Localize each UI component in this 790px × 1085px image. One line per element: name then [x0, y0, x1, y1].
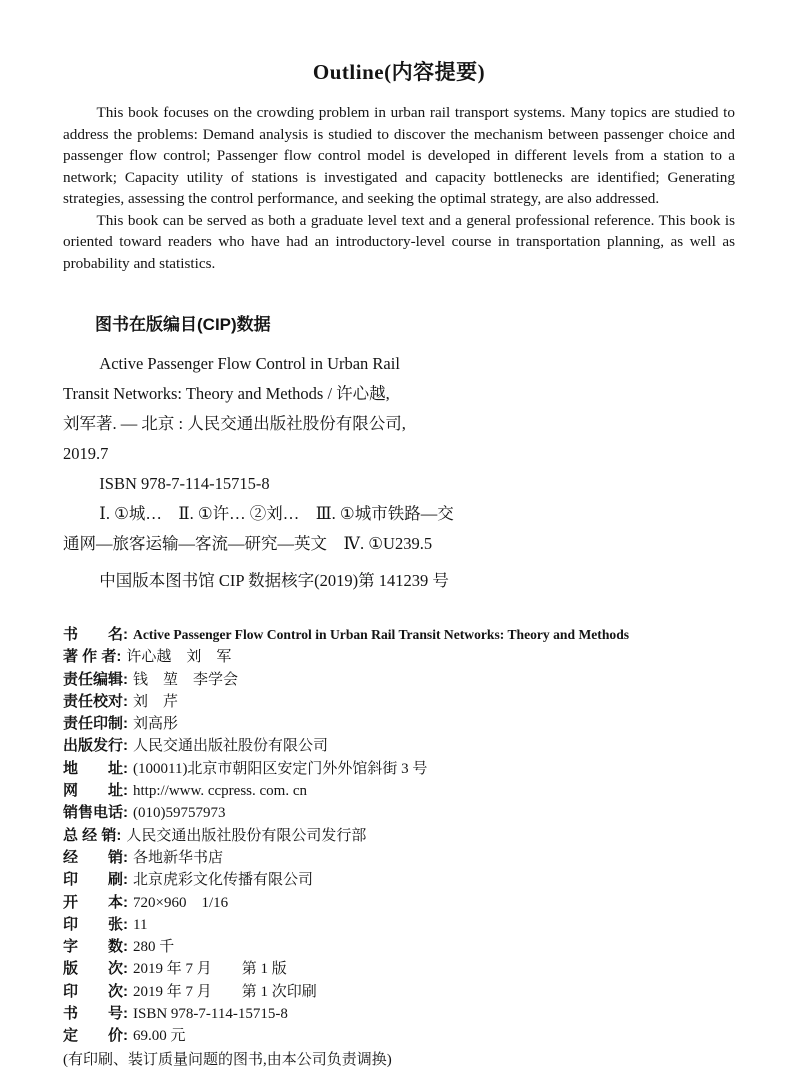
- cip-line-isbn: ISBN 978-7-114-15715-8: [99, 474, 270, 493]
- field-label: 印 张:: [63, 915, 128, 933]
- field-value: (100011)北京市朝阳区安定门外外馆斜街 3 号: [133, 760, 428, 777]
- field-word-count: [63, 936, 735, 958]
- field-label: 总 经 销:: [63, 826, 122, 844]
- field-value: 2019 年 7 月 第 1 次印刷: [133, 983, 317, 1000]
- field-label: 责任印制:: [63, 715, 128, 733]
- field-value: 11: [133, 916, 148, 933]
- field-label: 责任编辑:: [63, 670, 128, 688]
- field-value: 人民交通出版社股份有限公司: [133, 738, 329, 755]
- cip-line-year: 2019.7: [63, 444, 109, 463]
- field-label: 销售电话:: [63, 804, 128, 822]
- field-value: 69.00 元: [133, 1028, 186, 1045]
- field-print-run: [63, 981, 735, 1003]
- outline-paragraph-2: This book can be served as both a graduate level text and a general professional reference. This book is oriented toward readers who have had an introductory-level course in transportation planning, as well as probability and statistics.: [63, 211, 735, 272]
- field-format: [63, 892, 735, 914]
- field-label: 印 刷:: [63, 871, 128, 889]
- field-website: [63, 780, 735, 802]
- field-value: 钱 堃 李学会: [133, 671, 239, 688]
- field-value: 720×960 1/16: [133, 894, 229, 911]
- field-value: 刘 芹: [133, 693, 179, 710]
- field-print-supervisor: [63, 713, 735, 735]
- field-sheets: [63, 914, 735, 936]
- field-label: 出版发行:: [63, 737, 128, 755]
- cip-line-title-1: Active Passenger Flow Control in Urban Rail: [99, 354, 400, 373]
- field-value: 2019 年 7 月 第 1 版: [133, 961, 287, 978]
- cip-line-registry: 中国版本图书馆 CIP 数据核字(2019)第 141239 号: [99, 571, 449, 590]
- cip-line-classification-1: Ⅰ. ①城… Ⅱ. ①许… ②刘… Ⅲ. ①城市铁路—交: [99, 504, 454, 523]
- field-value: http://www. ccpress. com. cn: [133, 783, 307, 800]
- field-value: 北京虎彩文化传播有限公司: [133, 872, 314, 889]
- field-isbn: [63, 1003, 735, 1025]
- field-label: 网 址:: [63, 782, 128, 800]
- field-price: [63, 1025, 735, 1047]
- field-label: 字 数:: [63, 938, 128, 956]
- field-label: 定 价:: [63, 1027, 128, 1045]
- field-value: Active Passenger Flow Control in Urban Rail Transit Networks: Theory and Methods: [133, 627, 630, 642]
- field-label: 印 次:: [63, 982, 128, 1000]
- colophon-list: [63, 624, 735, 1071]
- outline-paragraph-1: This book focuses on the crowding problem in urban rail transport systems. Many topics are studied to address the problems: Demand analysis is studied to discover the mechanism between passenger choice and passenger flow control; Passenger flow control model is developed in different levels from a station to a network; Capacity utility of stations is investigated and capacity bottlenecks are identified; Generating strategies, assessing the control performance, and seeking the optimal strategy, are also addressed.: [63, 104, 735, 207]
- field-printer: [63, 869, 735, 891]
- field-sales-phone: [63, 802, 735, 824]
- field-distributor: [63, 825, 735, 847]
- field-value: 许心越 刘 军: [126, 649, 232, 666]
- replacement-note: (有印刷、装订质量问题的图书,由本公司负责调换): [63, 1051, 392, 1068]
- cip-line-classification-2: 通网—旅客运输—客流—研究—英文 Ⅳ. ①U239.5: [63, 534, 433, 553]
- field-value: ISBN 978-7-114-15715-8: [133, 1006, 288, 1023]
- cip-block: [63, 349, 735, 596]
- cip-heading: 图书在版编目(CIP)数据: [95, 315, 271, 334]
- field-value: 刘高彤: [133, 716, 179, 733]
- field-value: 各地新华书店: [133, 849, 224, 866]
- field-value: (010)59757973: [133, 805, 226, 822]
- field-label: 书 名:: [63, 626, 128, 643]
- field-book-title: [63, 624, 735, 646]
- field-retailer: [63, 847, 735, 869]
- field-address: [63, 758, 735, 780]
- field-label: 经 销:: [63, 848, 128, 866]
- page-title: Outline(内容提要): [312, 60, 486, 84]
- field-label: 责任校对:: [63, 692, 128, 710]
- field-label: 开 本:: [63, 893, 128, 911]
- field-label: 版 次:: [63, 960, 128, 978]
- field-edition: [63, 958, 735, 980]
- field-value: 280 千: [133, 939, 175, 956]
- field-label: 著 作 者:: [63, 648, 122, 666]
- field-label: 地 址:: [63, 759, 128, 777]
- field-value: 人民交通出版社股份有限公司发行部: [126, 827, 367, 844]
- field-authors: [63, 646, 735, 668]
- field-proofreader: [63, 691, 735, 713]
- field-label: 书 号:: [63, 1005, 128, 1023]
- field-editor: [63, 669, 735, 691]
- cip-line-publisher: 刘军著. — 北京 : 人民交通出版社股份有限公司,: [63, 414, 406, 433]
- cip-line-title-2: Transit Networks: Theory and Methods / 许心越,: [63, 384, 390, 403]
- field-publisher: [63, 735, 735, 757]
